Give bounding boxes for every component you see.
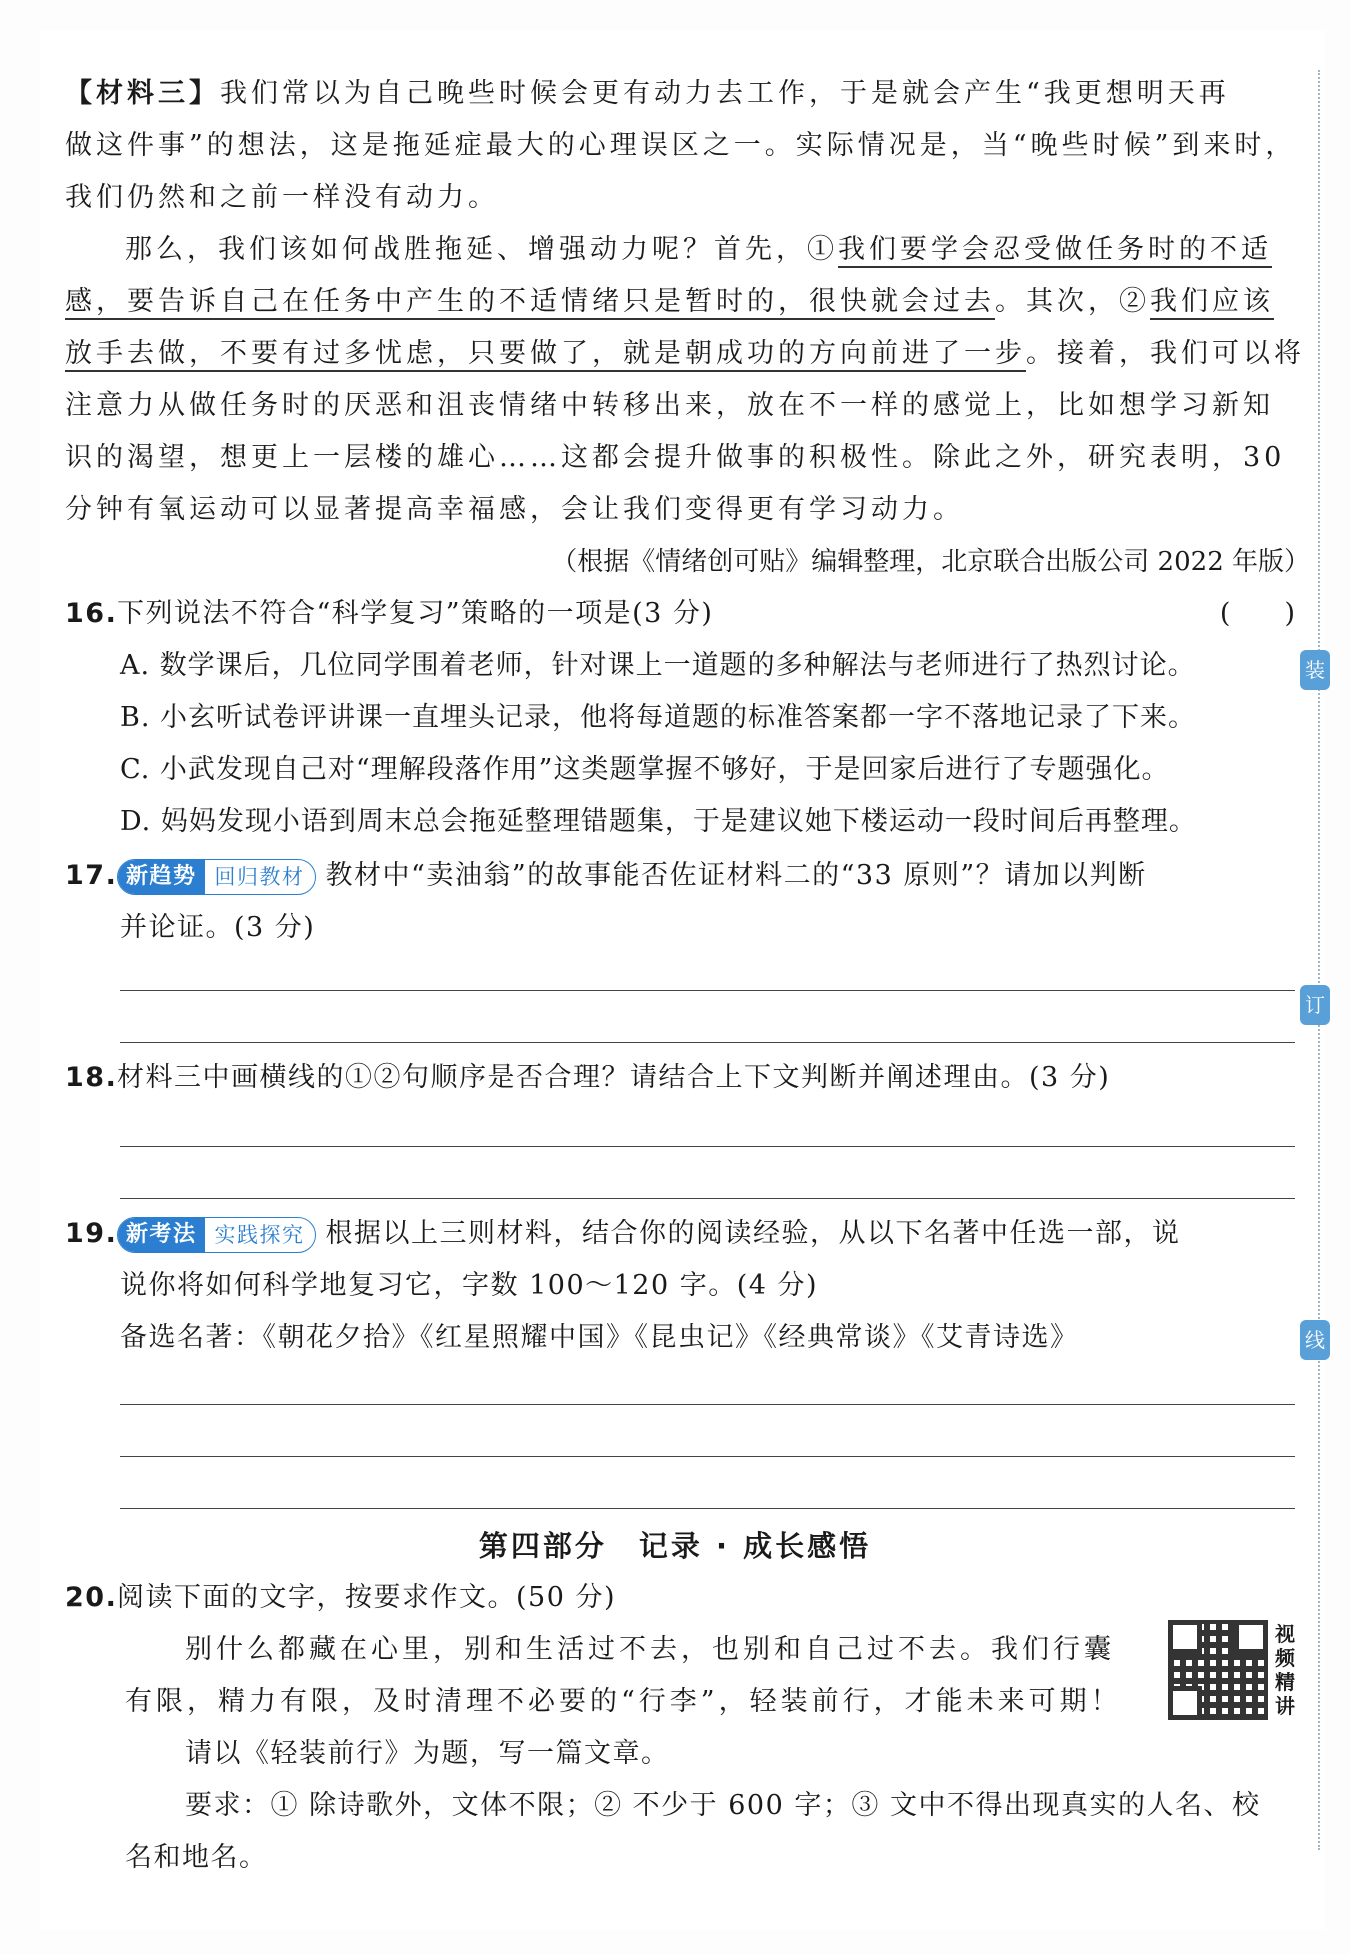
q19-answer-line-2[interactable] [120, 1456, 1295, 1457]
video-qr-code[interactable] [1168, 1620, 1268, 1720]
q16-option-d: D. 妈妈发现小语到周末总会拖延整理错题集，于是建议她下楼运动一段时间后再整理。 [120, 806, 1197, 837]
q17-badge: 新趋势 回归教材 [117, 859, 316, 895]
q19-book-options: 备选名著：《朝花夕拾》《红星照耀中国》《昆虫记》《经典常谈》《艾青诗选》 [120, 1322, 1079, 1353]
q20-title-instruction: 请以《轻装前行》为题，写一篇文章。 [185, 1738, 670, 1769]
q20-prompt-line2: 有限，精力有限，及时清理不必要的“行李”，轻装前行，才能未来可期！ [125, 1686, 1122, 1717]
side-tag-zhuang: 装 [1300, 650, 1330, 690]
q18-answer-line-1[interactable] [120, 1146, 1295, 1147]
material3-source: （根据《情绪创可贴》编辑整理，北京联合出版公司 2022 年版） [551, 547, 1310, 577]
q19-line2: 说你将如何科学地复习它，字数 100～120 字。(4 分) [120, 1270, 819, 1301]
material3-p2-line5: 识的渴望，想更上一层楼的雄心……这都会提升做事的积极性。除此之外，研究表明，30 [65, 442, 1286, 473]
underlined-sentence-1-cont: 感，要告诉自己在任务中产生的不适情绪只是暂时的，很快就会过去 [65, 286, 995, 320]
q20-number: 20. [65, 1582, 118, 1613]
material3-p2-line6: 分钟有氧运动可以显著提高幸福感，会让我们变得更有学习动力。 [65, 494, 964, 525]
q16-option-a: A. 数学课后，几位同学围着老师，针对课上一道题的多种解法与老师进行了热烈讨论。 [120, 650, 1196, 681]
q17-answer-line-2[interactable] [120, 1042, 1295, 1043]
q18-answer-line-2[interactable] [120, 1198, 1295, 1199]
material3-p2-line4: 注意力从做任务时的厌恶和沮丧情绪中转移出来，放在不一样的感觉上，比如想学习新知 [65, 390, 1274, 421]
side-tag-ding: 订 [1300, 985, 1330, 1025]
qr-video-label: 视频精讲 [1275, 1622, 1295, 1718]
q19-answer-line-3[interactable] [120, 1508, 1295, 1509]
material3-line3: 我们仍然和之前一样没有动力。 [65, 182, 499, 213]
q19-stem: 19. 新考法 实践探究 根据以上三则材料，结合你的阅读经验，从以下名著中任选一部，说 [65, 1208, 1295, 1260]
q18-number: 18. [65, 1062, 118, 1093]
q16-option-c: C. 小武发现自己对“理解段落作用”这类题掌握不够好，于是回家后进行了专题强化。 [120, 754, 1170, 785]
q20-requirements-line2: 名和地名。 [125, 1842, 268, 1873]
side-tag-xian: 线 [1300, 1320, 1330, 1360]
q17-number: 17. [65, 860, 118, 891]
q20-prompt-line1: 别什么都藏在心里，别和生活过不去，也别和自己过不去。我们行囊 [185, 1634, 1115, 1665]
material3-line2: 做这件事”的想法，这是拖延症最大的心理误区之一。实际情况是，当“晚些时候”到来时， [65, 130, 1297, 161]
q19-answer-line-1[interactable] [120, 1404, 1295, 1405]
material3-line1: 【材料三】我们常以为自己晚些时候会更有动力去工作，于是就会产生“我更想明天再 [65, 78, 1230, 109]
part4-heading: 第四部分 记录 · 成长感悟 [478, 1529, 872, 1563]
material3-p2-line1: 那么，我们该如何战胜拖延、增强动力呢？首先，①我们要学会忍受做任务时的不适 [65, 224, 1350, 276]
binding-dotted-line [1318, 70, 1320, 1850]
q18-stem: 18.材料三中画横线的①②句顺序是否合理？请结合上下文判断并阐述理由。(3 分) [65, 1052, 1295, 1104]
q19-badge: 新考法 实践探究 [117, 1217, 316, 1253]
underlined-sentence-2: 我们应该 [1150, 286, 1274, 320]
q16-stem: 16.下列说法不符合“科学复习”策略的一项是(3 分) [65, 588, 1295, 640]
q16-number: 16. [65, 598, 118, 629]
q16-answer-paren[interactable]: ( ) [1219, 598, 1295, 629]
material3-p2-line3: 放手去做，不要有过多忧虑，只要做了，就是朝成功的方向前进了一步。接着，我们可以将 [65, 328, 1295, 380]
q16-option-b: B. 小玄听试卷评讲课一直埋头记录，他将每道题的标准答案都一字不落地记录了下来。 [120, 702, 1197, 733]
q19-number: 19. [65, 1218, 118, 1249]
underlined-sentence-1: 我们要学会忍受做任务时的不适 [838, 234, 1272, 268]
q20-requirements-line1: 要求：① 除诗歌外，文体不限；② 不少于 600 字；③ 文中不得出现真实的人名、校 [185, 1790, 1261, 1821]
q17-answer-line-1[interactable] [120, 990, 1295, 991]
q17-line2: 并论证。(3 分) [120, 912, 316, 943]
q17-stem: 17. 新趋势 回归教材 教材中“卖油翁”的故事能否佐证材料二的“33 原则”？请加以判断 [65, 850, 1295, 902]
material3-label: 【材料三】 [65, 78, 220, 109]
material3-p2-line2: 感，要告诉自己在任务中产生的不适情绪只是暂时的，很快就会过去。其次，②我们应该 [65, 276, 1295, 328]
q20-stem: 20.阅读下面的文字，按要求作文。(50 分) [65, 1572, 1295, 1624]
underlined-sentence-2-cont: 放手去做，不要有过多忧虑，只要做了，就是朝成功的方向前进了一步 [65, 338, 1026, 372]
